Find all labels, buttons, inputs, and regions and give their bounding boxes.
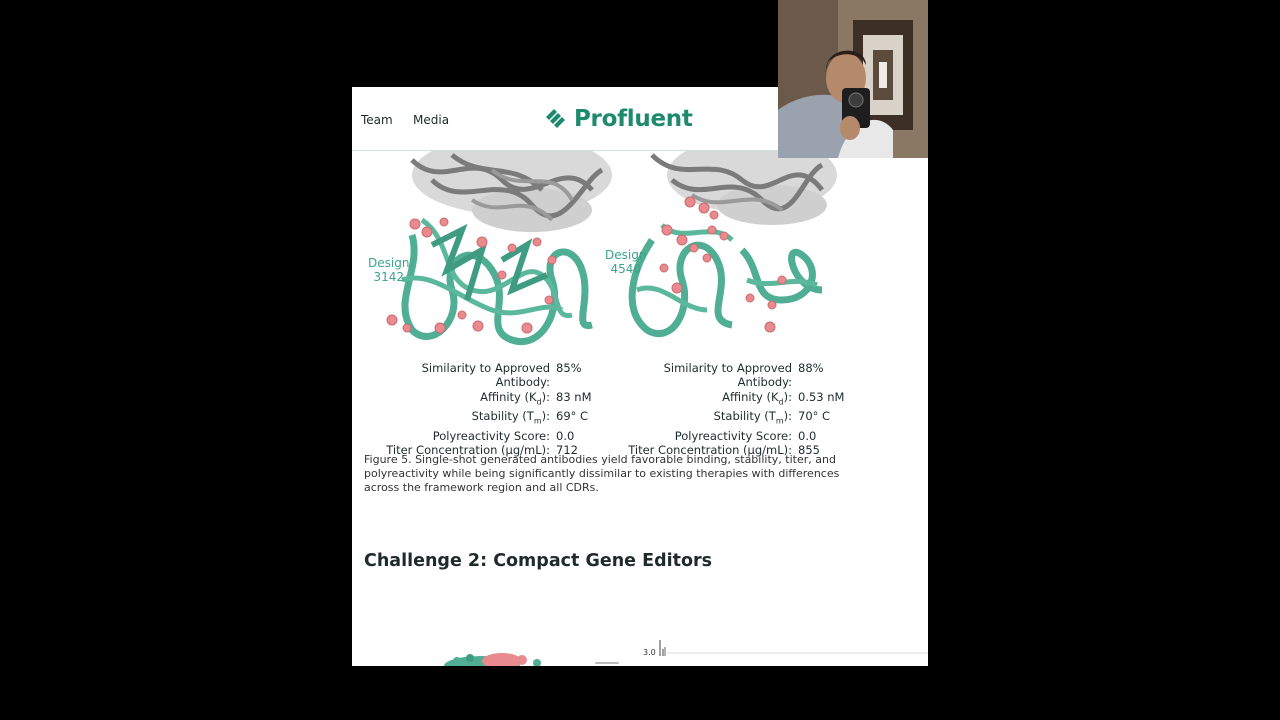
section-heading: Challenge 2: Compact Gene Editors: [364, 551, 713, 571]
histogram-preview: [660, 640, 928, 656]
web-page: [352, 87, 928, 666]
design-label-4540: Design 4540: [605, 248, 647, 276]
stat-row: Polyreactivity Score: 0.0: [432, 428, 575, 443]
design-label-3142: Design 3142: [368, 256, 410, 284]
antibody-structure-3142: [387, 218, 592, 342]
stat-row: Titer Concentration (µg/mL): 712: [386, 443, 578, 458]
profluent-logo-icon: [544, 107, 568, 131]
profluent-logo[interactable]: [544, 105, 693, 133]
stat-row: Stability $(T_m)$: 69° C: [471, 409, 589, 426]
stat-row: Similarity to Approved Antibody: 88%: [663, 361, 824, 390]
nav-link-team[interactable]: Team: [361, 113, 393, 127]
design-4540-stats: [606, 361, 844, 457]
axis-tick-label: 3.0: [643, 648, 656, 657]
scroll-handle[interactable]: [595, 662, 619, 664]
stat-row: Stability $(T_m)$: 70° C: [713, 409, 831, 426]
gene-editor-structure-preview: [444, 653, 541, 666]
next-figure-preview: [352, 627, 928, 666]
antigen-structure-right: [652, 150, 837, 225]
stat-row: Affinity $(K_d)$: 0.53 nM: [722, 389, 845, 406]
logo-text: Profluent: [574, 106, 693, 132]
figure-caption: Figure 5. Single-shot generated antibodies yield favorable binding, stability, titer, and polyreactivity while being significantly dissimilar to existing therapies with differences across the framework region and all CDRs.: [364, 453, 840, 494]
stat-row: Titer Concentration (µg/mL): 855: [628, 443, 820, 458]
stat-row: Affinity $(K_d)$: 83 nM: [480, 389, 592, 406]
design-3142-stats: [364, 361, 592, 457]
webcam-overlay: [778, 0, 928, 158]
nav-link-media[interactable]: Media: [413, 113, 450, 127]
stat-row: Similarity to Approved Antibody: 85%: [421, 361, 582, 390]
stat-row: Polyreactivity Score: 0.0: [674, 428, 817, 443]
